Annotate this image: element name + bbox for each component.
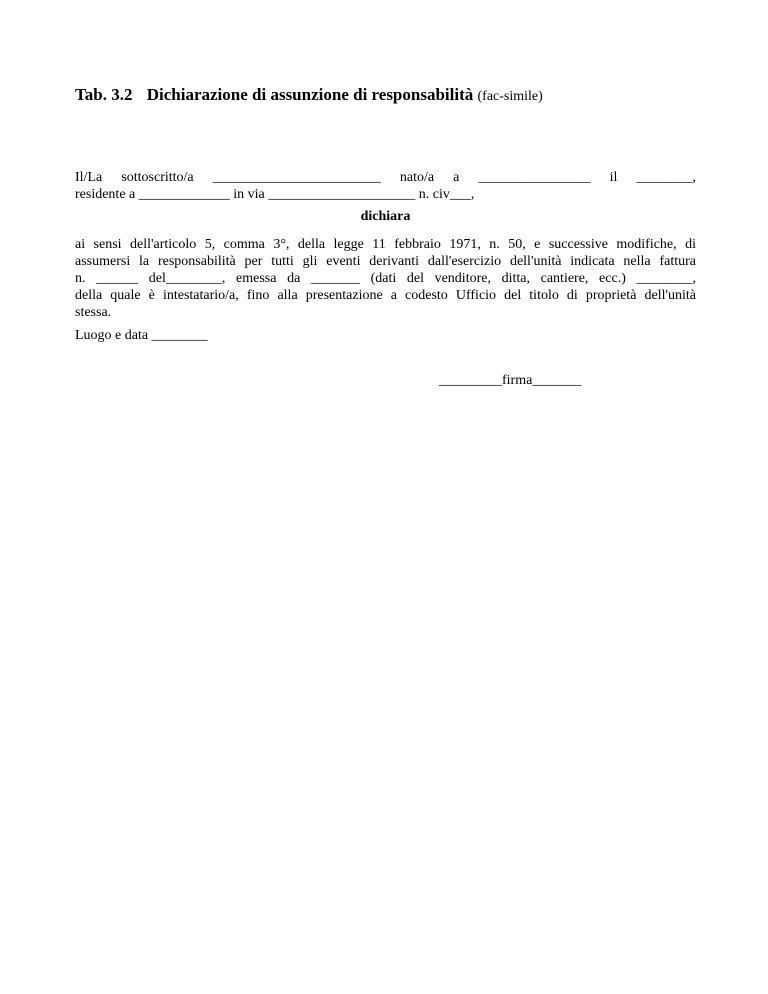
declares-heading: dichiara xyxy=(360,209,411,224)
declaration-line: della quale è intestatario/a, fino alla presentazione a codesto Ufficio del titolo di proprietà dell'unità xyxy=(75,288,696,303)
place-date-field: Luogo e data ________ xyxy=(75,328,208,343)
title-number: Tab. 3.2 xyxy=(75,85,133,104)
title-main: Dichiarazione di assunzione di responsabilità xyxy=(146,85,474,104)
intro-line: Il/La sottoscritto/a ________________________ nato/a a ________________ il ________, xyxy=(75,170,696,185)
document-page xyxy=(75,0,696,994)
declaration-paragraph xyxy=(75,236,696,321)
intro-paragraph xyxy=(75,169,696,203)
declaration-line: stessa. xyxy=(75,305,112,320)
title-subtitle: (fac-simile) xyxy=(477,89,543,104)
signature-field: _________firma_______ xyxy=(439,373,582,388)
page-title xyxy=(75,84,696,108)
declaration-line: assumersi la responsabilità per tutti gli eventi derivanti dall'esercizio dell'unità indicata nella fattura xyxy=(75,254,696,269)
intro-line: residente a _____________ in via _____________________ n. civ___, xyxy=(75,187,475,202)
declaration-line: n. ______ del________, emessa da _______ (dati del venditore, ditta, cantiere, ecc.) ________, xyxy=(75,271,696,286)
declaration-line: ai sensi dell'articolo 5, comma 3°, della legge 11 febbraio 1971, n. 50, e successive modifiche, di xyxy=(75,237,696,252)
